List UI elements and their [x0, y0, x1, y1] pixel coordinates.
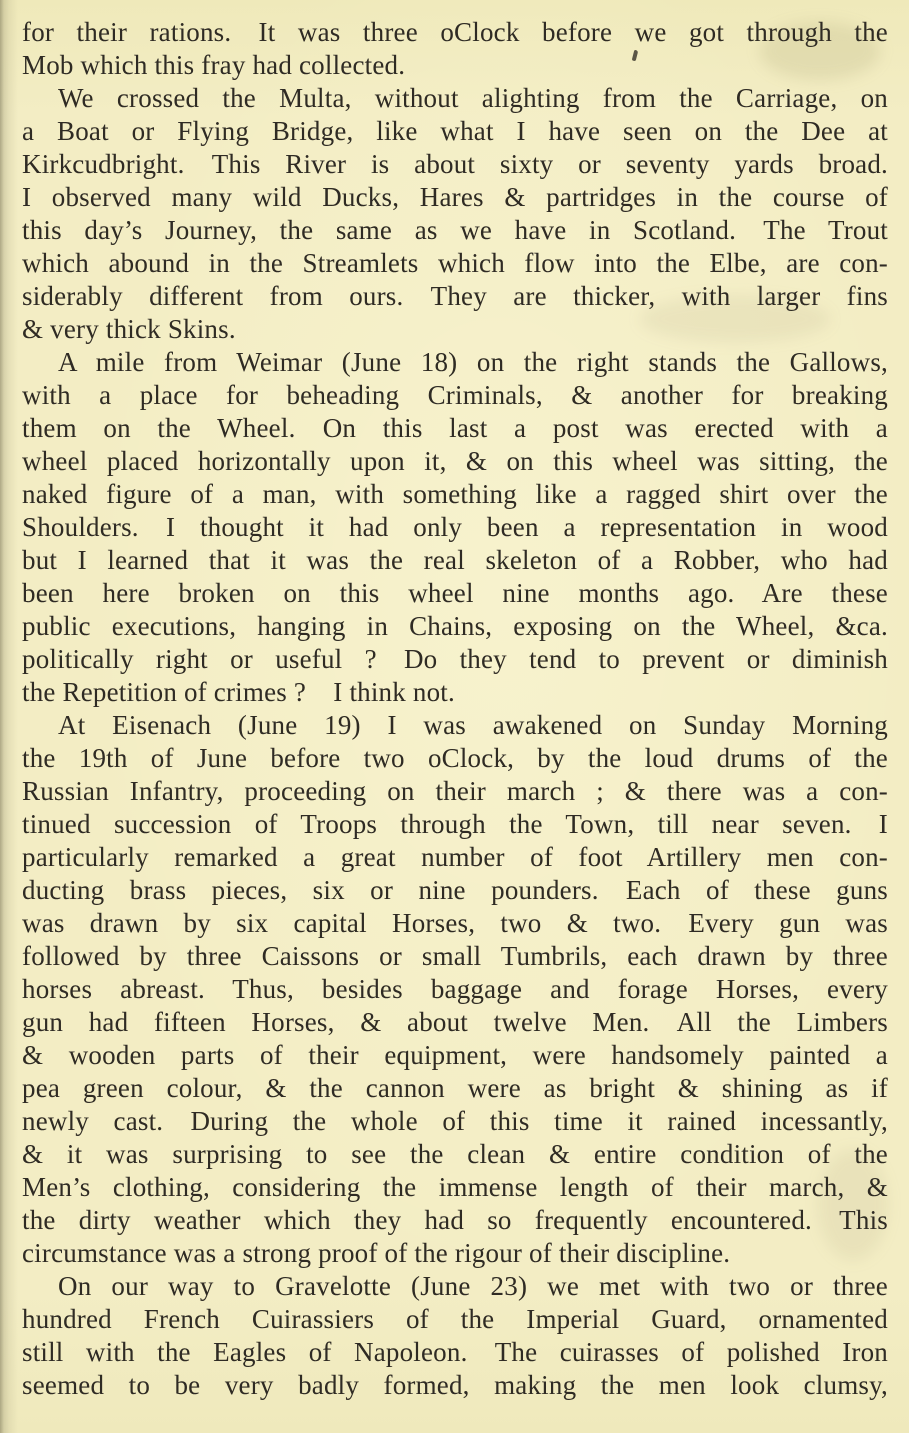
text-line: circumstance was a strong proof of the rigour of their discipline. — [22, 1238, 731, 1268]
text-line: tinued succession of Troops through the Town, till near seven. I — [22, 809, 888, 839]
text-line: been here broken on this wheel nine months ago. Are these — [22, 578, 888, 608]
text-line: the dirty weather which they had so frequently encountered. This — [22, 1205, 888, 1235]
text-line: the Repetition of crimes ? I think not. — [22, 677, 455, 707]
text-line: Russian Infantry, proceeding on their march ; & there was a con- — [22, 776, 888, 806]
text-line: followed by three Caissons or small Tumbrils, each drawn by three — [22, 941, 888, 971]
text-line: Shoulders. I thought it had only been a representation in wood — [22, 512, 888, 542]
text-line: politically right or useful ? Do they tend to prevent or diminish — [22, 644, 888, 674]
text-line: Mob which this fray had collected. — [22, 50, 406, 80]
text-line: siderably different from ours. They are thicker, with larger fins — [22, 281, 888, 311]
text-line: the 19th of June before two oClock, by the loud drums of the — [22, 743, 888, 773]
text-line: horses abreast. Thus, besides baggage and forage Horses, every — [22, 974, 888, 1004]
text-line: Kirkcudbright. This River is about sixty or seventy yards broad. — [22, 149, 888, 179]
text-line: & very thick Skins. — [22, 314, 236, 344]
text-line: for their rations. It was three oClock before we got through the — [22, 17, 888, 47]
text-line: public executions, hanging in Chains, exposing on the Wheel, &ca. — [22, 611, 888, 641]
text-line: gun had fifteen Horses, & about twelve Men. All the Limbers — [22, 1007, 888, 1037]
text-line: A mile from Weimar (June 18) on the right stands the Gallows, — [58, 347, 888, 377]
text-line: particularly remarked a great number of foot Artillery men con- — [22, 842, 888, 872]
text-line: & wooden parts of their equipment, were handsomely painted a — [22, 1040, 888, 1070]
text-line: hundred French Cuirassiers of the Imperial Guard, ornamented — [22, 1304, 888, 1334]
text-line: wheel placed horizontally upon it, & on this wheel was sitting, the — [22, 446, 888, 476]
text-line: which abound in the Streamlets which flow into the Elbe, are con- — [22, 248, 888, 278]
text-line: naked figure of a man, with something like a ragged shirt over the — [22, 479, 888, 509]
page-left-edge-shading — [0, 0, 18, 1433]
text-line: seemed to be very badly formed, making the men look clumsy, — [22, 1370, 888, 1400]
text-line: with a place for beheading Criminals, & another for breaking — [22, 380, 888, 410]
text-line: but I learned that it was the real skeleton of a Robber, who had — [22, 545, 888, 575]
text-line: was drawn by six capital Horses, two & two. Every gun was — [22, 908, 888, 938]
text-line: them on the Wheel. On this last a post was erected with a — [22, 413, 888, 443]
text-line: still with the Eagles of Napoleon. The cuirasses of polished Iron — [22, 1337, 888, 1367]
text-line: this day’s Journey, the same as we have in Scotland. The Trout — [22, 215, 888, 245]
text-line: newly cast. During the whole of this time it rained incessantly, — [22, 1106, 888, 1136]
text-line: ducting brass pieces, six or nine pounders. Each of these guns — [22, 875, 888, 905]
text-line: pea green colour, & the cannon were as bright & shining as if — [22, 1073, 888, 1103]
text-line: We crossed the Multa, without alighting from the Carriage, on — [58, 83, 888, 113]
text-line: Men’s clothing, considering the immense length of their march, & — [22, 1172, 888, 1202]
text-line: On our way to Gravelotte (June 23) we met with two or three — [58, 1271, 888, 1301]
text-line: a Boat or Flying Bridge, like what I have seen on the Dee at — [22, 116, 888, 146]
text-line: & it was surprising to see the clean & entire condition of the — [22, 1139, 888, 1169]
page-text — [22, 16, 888, 1402]
text-line: I observed many wild Ducks, Hares & partridges in the course of — [22, 182, 888, 212]
text-line: At Eisenach (June 19) I was awakened on Sunday Morning — [58, 710, 888, 740]
